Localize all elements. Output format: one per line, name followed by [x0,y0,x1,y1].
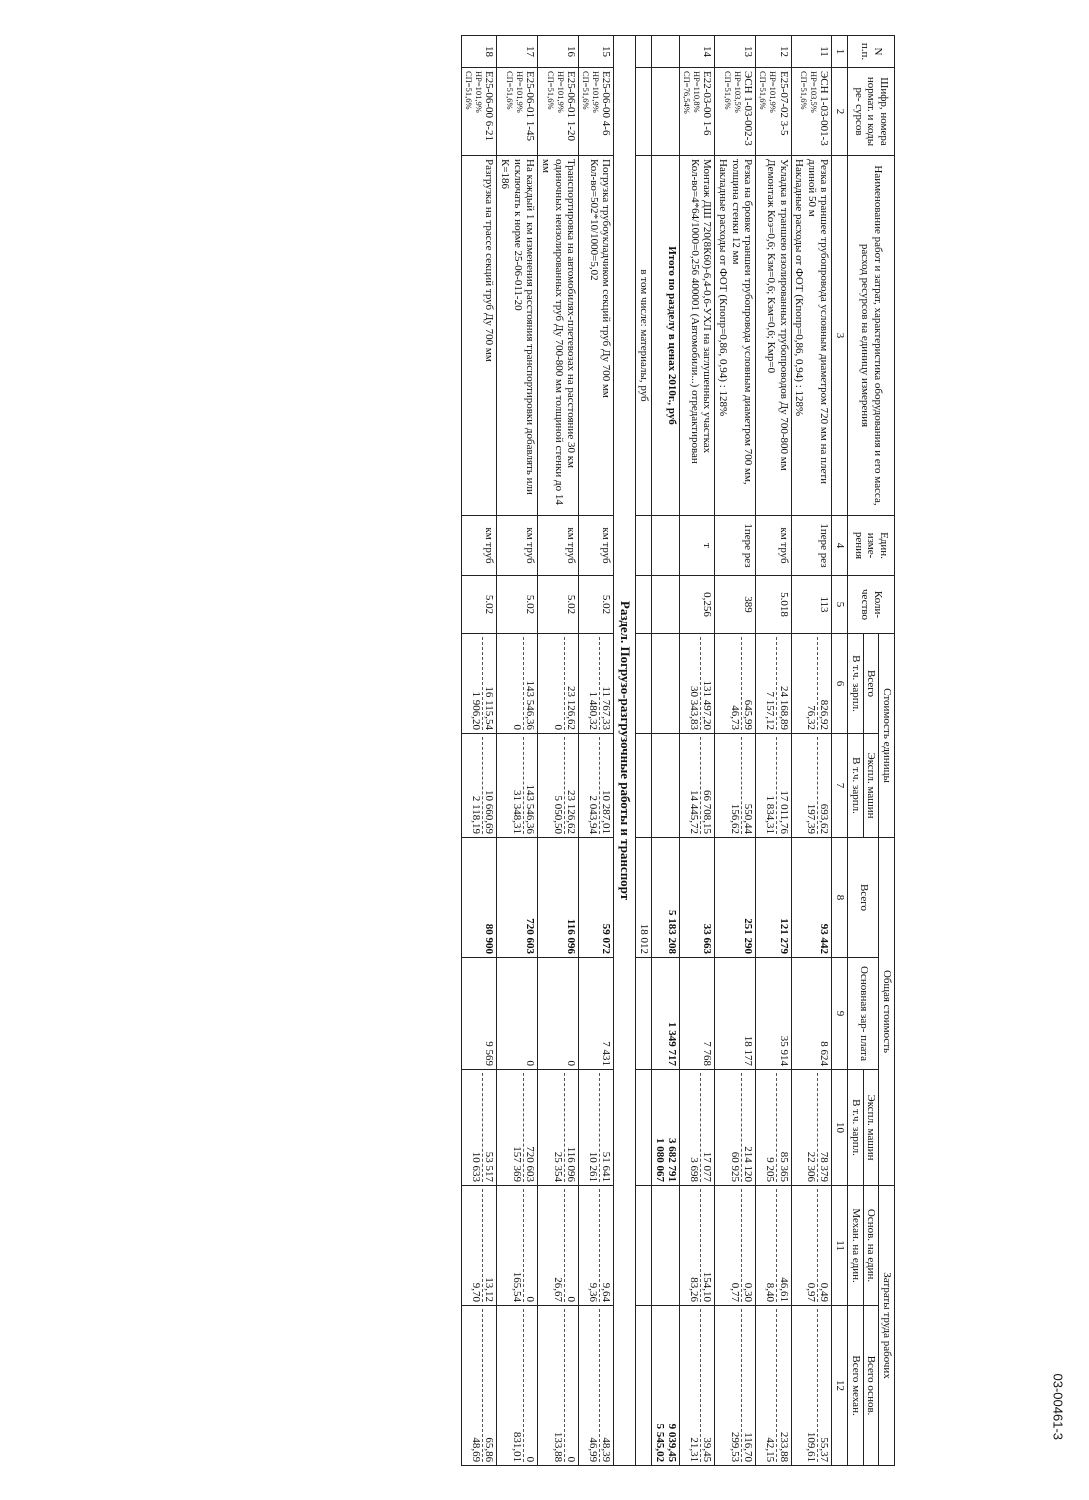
code-text: Е22-03-00 1-6 [701,71,714,136]
rows-section-b [462,36,614,1466]
header-code: Шифр, номера нормат. и коды ре- сурсов [848,68,895,156]
unit-cost-wage: 7 157,12 [763,637,777,730]
row-qty: 389 [715,576,756,634]
labor-all-base: 233,88 [777,1431,790,1463]
name-extra: Накладные расходы от ФОТ (Кпопр=0,86, 0,94) : 128% [793,159,806,417]
row-qty: 5.02 [497,576,538,634]
header-mach: Экспл. машин [863,734,879,838]
total-mach: 3 682 791 [666,1138,679,1183]
total-cost-mach-wage: 157 369 [510,1073,524,1182]
total-cost-all: 116 096 [538,838,579,958]
name-extra: Кол-во=4*64/1000=0,256 400001 (Автомобили...) отредактирован [688,159,701,464]
labor-all-mech: 21,31 [687,1309,701,1462]
labor-mech-unit: 9,70 [469,1189,483,1302]
total-cost-mach: 53 517 [483,1151,496,1183]
row-unit: км труб [756,516,791,576]
header-unit-cost: Стоимость единицы [879,634,895,838]
unit-cost-mach: 17 011,76 [777,790,790,835]
total-cost-mach-wage: 3 698 [687,1073,701,1182]
row-qty: 113 [791,576,832,634]
header-total-all: Всего [848,838,879,958]
labor-all-mech: 109,61 [804,1309,818,1462]
row-unit: км труб [538,516,579,576]
labor-mech-unit: 9,36 [586,1189,600,1302]
row-code [538,68,579,156]
row-name [680,156,715,516]
labor-mech-unit: 83,26 [687,1189,701,1302]
row-name [538,156,579,516]
table-row [497,36,538,1466]
unit-cost-all: 16 115,54 [483,686,496,730]
labor-all-mech: 42,15 [763,1309,777,1462]
labor-all-base: 0 [565,1456,578,1463]
table-row [791,36,832,1466]
unit-cost-mach-wage: 2 118,19 [469,737,483,834]
header-base-per-unit: Основ. на един. [863,1186,879,1306]
code-text: Е25-06-00 4-6 [600,71,613,136]
labor-all-base: 0 [524,1456,537,1463]
total-cost-all: 59 072 [579,838,614,958]
row-number: 18 [462,36,497,68]
total-base-wage: 0 [538,958,579,1070]
code-text: Е25-07-02 3-5 [777,71,790,136]
labor-mech-unit: 0,77 [728,1189,742,1302]
row-name [579,156,614,516]
labor-base-unit: 46,61 [777,1277,790,1303]
labor-base-unit: 154,10 [701,1271,714,1303]
col-number: 4 [832,516,848,576]
code-text: Е25-06-01 1-45 [524,71,537,141]
code-sp: СП=51,6% [758,71,769,110]
total-label: Итого по разделу в ценах 2010г., руб [651,156,679,516]
unit-cost-mach: 23 126,62 [565,790,578,835]
col-number: 7 [832,734,848,838]
section-title-row [614,36,636,1466]
total-cost-mach-wage: 10 261 [586,1073,600,1182]
header-base-wage: Основная зар- плата [848,958,879,1070]
row-unit: т [680,516,715,576]
code-nr: НР=101,9% [514,71,525,113]
estimate-sheet [95,35,895,1465]
header-all-mech: Всего механ. [848,1306,864,1466]
code-text: ЭСН 1-03-001-3 [818,71,831,146]
total-base-wage: 9 569 [462,958,497,1070]
total-base-wage: 1 349 717 [651,958,679,1070]
total-cost-all: 121 279 [756,838,791,958]
labor-mech-unit: 26,67 [551,1189,565,1302]
unit-cost-mach: 10 660,69 [483,790,496,835]
labor-all-base: 55,37 [818,1437,831,1463]
unit-cost-mach-wage: 156,62 [728,737,742,834]
unit-cost-wage: 1 906,20 [469,637,483,730]
unit-cost-all: 131 497,20 [701,680,714,730]
labor-all-base: 48,39 [600,1437,613,1463]
total-cost-mach-wage: 25 354 [551,1073,565,1182]
table-row [462,36,497,1466]
name-extra: Накладные расходы от ФОТ (Кпопр=0,86, 0,94) : 128% [717,159,730,417]
table-row [680,36,715,1466]
row-qty: 5.018 [756,576,791,634]
col-number: 3 [832,156,848,516]
row-unit: 1пере рез [715,516,756,576]
total-cost-mach: 720 603 [524,1146,537,1183]
name-extra: К=186 [499,159,512,190]
section-a-totals [614,36,680,1466]
row-code [756,68,791,156]
labor-base-unit: 0,30 [742,1282,755,1303]
unit-cost-wage: 1 480,32 [586,637,600,730]
unit-cost-wage: 0 [551,637,565,730]
labor-all-base: 65,86 [483,1437,496,1463]
unit-cost-all: 645,99 [742,699,755,730]
col-number: 1 [832,36,848,68]
col-number: 9 [832,958,848,1070]
row-code [579,68,614,156]
col-number: 10 [832,1070,848,1186]
labor-mech-unit: 165,54 [510,1189,524,1302]
name-text: Разгрузка на трассе секций труб Ду 700 мм [483,159,496,362]
code-text: Е25-06-00 6-21 [483,71,496,141]
code-text: ЭСН 1-03-002-3 [742,71,755,146]
rows-section-a [680,36,832,1466]
total-cost-mach: 51 641 [600,1151,613,1183]
total-all: 5 183 208 [651,838,679,958]
row-number: 15 [579,36,614,68]
col-number: 5 [832,576,848,634]
row-qty: 5.02 [462,576,497,634]
col-number: 6 [832,634,848,734]
labor-all-base: 116,70 [742,1432,755,1463]
header-all-base: Всего основ. [863,1306,879,1466]
row-name [462,156,497,516]
labor-all-mech: 48,69 [469,1309,483,1462]
col-number: 2 [832,68,848,156]
labor-all-mech: 46,99 [586,1309,600,1462]
total-cost-mach-wage: 10 633 [469,1073,483,1182]
row-name [791,156,832,516]
unit-cost-all: 826,92 [818,699,831,730]
labor-base-unit: 0 [524,1296,537,1303]
materials-value: 18 012 [636,838,652,958]
row-number: 13 [715,36,756,68]
unit-cost-mach: 550,44 [742,803,755,835]
total-cost-mach-wage: 22 306 [804,1073,818,1182]
header-name: Наименование работ и затрат, характеристика оборудования и его масса, расход ресурсов на единицу измерения [848,156,895,516]
materials-row [636,36,652,1466]
table-row [579,36,614,1466]
code-nr: НР=110,8% [691,71,702,113]
total-base-wage: 35 914 [756,958,791,1070]
unit-cost-all: 143 546,36 [524,680,537,730]
name-extra: Кол-во=502*10/1000=5,02 [587,159,600,281]
total-cost-mach: 85 365 [777,1151,790,1183]
column-number-row [832,36,848,1466]
code-nr: НР=101,9% [767,71,778,113]
unit-cost-all: 24 168,89 [777,686,790,730]
header-incl-wage-total: В т.ч. зарпл. [848,1070,864,1186]
table-row [715,36,756,1466]
name-text: Резка в траншее трубопровода условным диаметром 720 мм на плети длиной 50 м [805,159,831,485]
row-number: 12 [756,36,791,68]
code-sp: СП=51,6% [799,71,810,110]
unit-cost-mach-wage: 2 043,94 [586,737,600,834]
labor-all-mech: 133,88 [551,1309,565,1462]
code-nr: НР=103,5% [808,71,819,113]
col-number: 8 [832,838,848,958]
labor-base-unit: 0 [565,1296,578,1303]
unit-cost-mach: 10 287,01 [600,790,613,835]
unit-cost-mach: 66 708,15 [701,790,714,835]
row-code [680,68,715,156]
row-number: 17 [497,36,538,68]
unit-cost-wage: 30 343,83 [687,637,701,730]
col-number: 12 [832,1306,848,1466]
row-code [715,68,756,156]
row-number: 16 [538,36,579,68]
name-extra: Демонтаж Коэ=0,6; Кзм=0,6; Кэм=0,6; Кмр=0 [764,159,777,374]
name-text: На каждый 1 км изменения расстояния транспортировки добавлять или исключать к норме 25-06-011-20 [511,159,537,495]
unit-cost-all: 11 767,33 [600,686,613,730]
row-qty: 5.02 [579,576,614,634]
materials-label: в том числе: материалы, руб [636,156,652,516]
total-base-wage: 7 431 [579,958,614,1070]
unit-cost-mach-wage: 197,39 [804,737,818,834]
code-sp: СП=51,6% [504,71,515,110]
header-n: N п.п. [848,36,895,68]
total-cost-mach: 17 077 [701,1151,714,1183]
code-sp: СП=51,6% [545,71,556,110]
code-sp: СП=51,6% [580,71,591,110]
row-name [756,156,791,516]
header-mech-per-unit: Механ. на един. [848,1186,864,1306]
row-qty: 5.02 [538,576,579,634]
row-number: 11 [791,36,832,68]
code-sp: СП=76,54% [682,71,693,114]
labor-all-base: 39,45 [701,1437,714,1463]
header-incl-wage: В т.ч. зарпл. [848,634,864,734]
name-text: Погрузка трубоукладчиком секций труб Ду 700 мм [600,159,613,398]
header-labor: Затраты труда рабочих [879,1186,895,1466]
labor-all-mech: 831,01 [510,1309,524,1462]
total-cost-mach: 214 120 [742,1146,755,1183]
row-name [497,156,538,516]
total-base-wage: 18 177 [715,958,756,1070]
table-row [538,36,579,1466]
header-unit: Един. изме- рения [848,516,895,576]
col-number: 11 [832,1186,848,1306]
unit-cost-mach: 143 546,36 [524,784,537,835]
code-nr: НР=101,9% [473,71,484,113]
section-title: Раздел. Погрузо-разгрузочные работы и транспорт [614,36,636,1466]
total-base-wage: 8 624 [791,958,832,1070]
total-cost-all: 33 663 [680,838,715,958]
code-nr: НР=101,9% [555,71,566,113]
total-cost-mach: 78 379 [818,1151,831,1183]
table-header [832,36,895,1466]
labor-base-unit: 0,49 [818,1282,831,1303]
code-nr: НР=101,9% [590,71,601,113]
document-code: 03-00461-3 [1050,1373,1065,1440]
unit-cost-wage: 76,32 [804,637,818,730]
total-cost-all: 93 442 [791,838,832,958]
total-cost-all: 720 603 [497,838,538,958]
row-unit: км труб [579,516,614,576]
code-sp: СП=51,6% [463,71,474,110]
code-sp: СП=51,6% [722,71,733,110]
total-base-wage: 0 [497,958,538,1070]
row-unit: 1пере рез [791,516,832,576]
total-cost-mach: 116 096 [565,1146,578,1183]
header-qty: Коли- чество [848,576,895,634]
labor-mech-unit: 8,40 [763,1189,777,1302]
labor-all-mech: 299,53 [728,1309,742,1462]
unit-cost-mach-wage: 31 348,31 [510,737,524,834]
total-cost-all: 251 290 [715,838,756,958]
labor-base-unit: 13,12 [483,1277,496,1303]
header-total-mach: Экспл. машин [863,1070,879,1186]
row-code [497,68,538,156]
labor-base-unit: 9,64 [600,1282,613,1303]
total-labor-base: 9 039,45 [666,1423,679,1463]
row-code [462,68,497,156]
name-text: Укладка в траншею изолированных трубопроводов Ду 700-800 мм [777,159,790,471]
unit-cost-wage: 0 [510,637,524,730]
row-number: 14 [680,36,715,68]
total-cost-mach-wage: 9 205 [763,1073,777,1182]
unit-cost-mach: 693,62 [818,803,831,835]
total-row [651,36,679,1466]
unit-cost-mach-wage: 14 445,72 [687,737,701,834]
name-text: Монтаж ДШ 720(8К60)-6,4-0,6-УХЛ на заглушенных участках [701,159,714,454]
code-text: Е25-06-01 1-20 [565,71,578,141]
unit-cost-wage: 46,73 [728,637,742,730]
name-text: Резка на бровке траншеи трубопровода условным диаметром 700 мм, толщина стенки 12 мм [729,159,755,485]
total-base-wage: 7 768 [680,958,715,1070]
code-nr: НР=103,5% [732,71,743,113]
header-all: Всего [863,634,879,734]
row-code [791,68,832,156]
row-unit: км труб [462,516,497,576]
estimate-table [461,35,895,1466]
labor-mech-unit: 0,97 [804,1189,818,1302]
row-name [715,156,756,516]
total-cost-mach-wage: 60 925 [728,1073,742,1182]
row-qty: 0,256 [680,576,715,634]
unit-cost-all: 23 126,62 [565,686,578,730]
header-total-cost: Общая стоимость [879,838,895,1186]
unit-cost-mach-wage: 5 050,50 [551,737,565,834]
row-unit: км труб [497,516,538,576]
unit-cost-mach-wage: 1 834,31 [763,737,777,834]
total-labor-mech: 5 545,02 [653,1423,666,1463]
name-text: Транспортировка на автомобилях-плетевозах на расстояние 30 км одиночных неизолированных труб Ду 700-800 мм толщиной стенки до 14 мм [539,159,578,505]
total-mach-wage: 1 080 067 [653,1138,666,1183]
total-cost-all: 80 900 [462,838,497,958]
header-incl-wage-mach: В т.ч. зарпл. [848,734,864,838]
table-row [756,36,791,1466]
